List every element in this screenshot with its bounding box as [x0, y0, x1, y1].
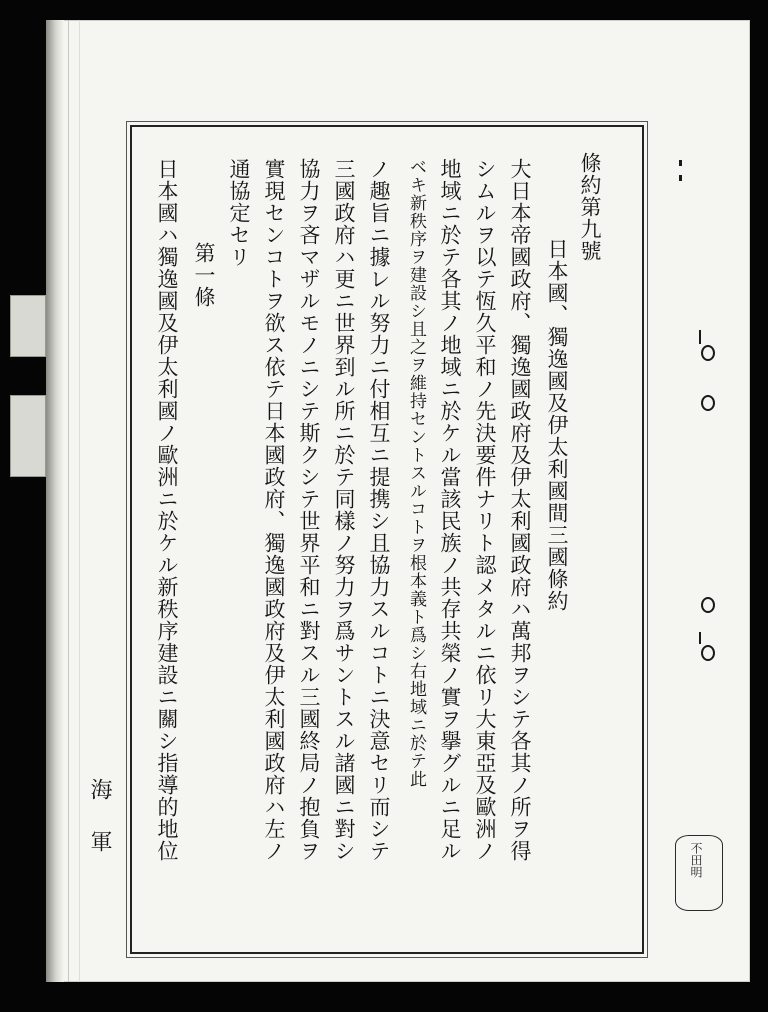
preamble-line-7: 協力ヲ吝マザルモノニシテ斯クシテ世界平和ニ對スル三國終局ノ抱負ヲ: [297, 158, 321, 862]
margin-mark-2: [679, 175, 682, 181]
preamble-line-6: 三國政府ハ更ニ世界到ル所ニ於テ同樣ノ努力ヲ爲サントスル諸國ニ對シ: [332, 158, 356, 862]
hole-mark-2: [699, 632, 701, 644]
preamble-line-8: 實現センコトヲ欲ス依テ日本國政府、獨逸國政府及伊太利國政府ハ左ノ: [262, 158, 286, 862]
document-header: 條約第九號: [578, 152, 602, 262]
binding-tab-1: [10, 295, 46, 357]
preamble-line-9: 通協定セリ: [227, 158, 251, 268]
treaty-title: 日本國、獨逸國及伊太利國間三國條約: [545, 238, 569, 612]
preamble-line-5: ノ趣旨ニ據レル努力ニ付相互ニ提携シ且協力スルコトニ決意セリ而シテ: [367, 158, 391, 862]
hole-mark-1: [699, 330, 701, 344]
punch-hole-1: [701, 345, 715, 361]
binding-lines: [68, 20, 80, 982]
preamble-line-3: 地域ニ於テ各其ノ地域ニ於ケル當該民族ノ共存共榮ノ實ヲ擧グルニ足ル: [438, 158, 462, 862]
stamp-seal: [675, 835, 723, 911]
preamble-line-1: 大日本帝國政府、獨逸國政府及伊太利國政府ハ萬邦ヲシテ各其ノ所ヲ得: [508, 158, 532, 862]
binding-tab-2: [10, 395, 46, 477]
punch-hole-4: [701, 645, 715, 661]
margin-mark-1: [679, 160, 682, 166]
punch-hole-2: [701, 395, 715, 411]
preamble-line-4: ベキ新秩序ヲ建設シ且之ヲ維持セントスルコトヲ根本義ト爲シ右地域ニ於テ此: [406, 158, 426, 788]
preamble-line-2: シムルヲ以テ恆久平和ノ先決要件ナリト認メタルニ依リ大東亞及歐洲ノ: [473, 158, 497, 862]
page-edge-shadow: [46, 20, 64, 982]
article-heading: 第一條: [192, 242, 216, 308]
article-one-text: 日本國ハ獨逸國及伊太利國ノ歐洲ニ於ケル新秩序建設ニ關シ指導的地位: [155, 158, 179, 862]
document-page: [46, 20, 750, 982]
punch-hole-3: [701, 597, 715, 613]
stamp-text: 不田明: [689, 842, 703, 878]
margin-label: 海軍: [87, 778, 112, 882]
